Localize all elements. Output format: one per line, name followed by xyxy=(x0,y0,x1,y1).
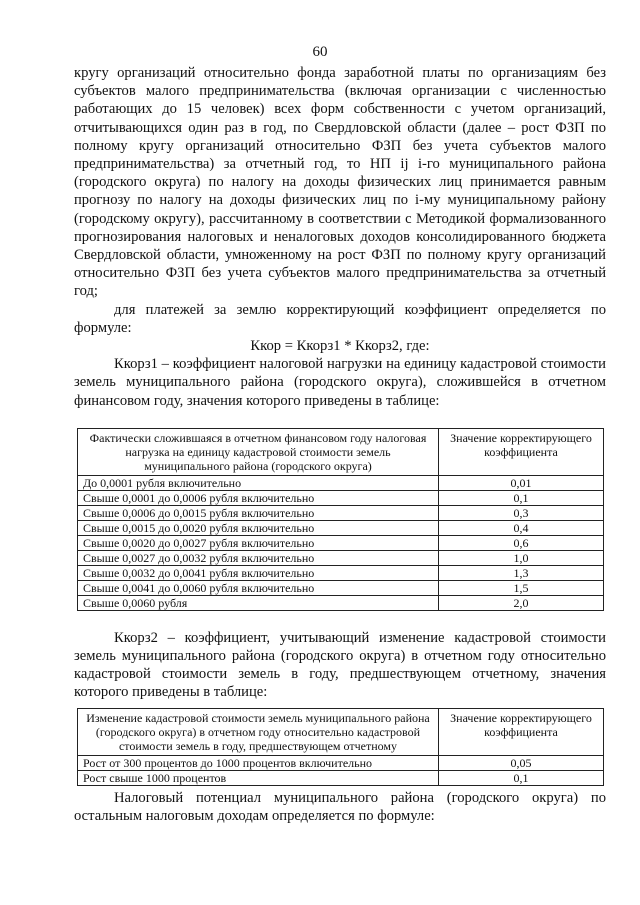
table-cell-range: Свыше 0,0020 до 0,0027 рубля включительно xyxy=(78,535,439,550)
table-cell-value: 0,1 xyxy=(439,490,604,505)
table-cell-value: 0,01 xyxy=(439,475,604,490)
table-cell-range: Свыше 0,0015 до 0,0020 рубля включительно xyxy=(78,520,439,535)
table-row xyxy=(78,770,604,785)
paragraph-kkorz1-definition: Ккорз1 – коэффициент налоговой нагрузки на единицу кадастровой стоимости земель муниципального района (городского округа), сложившейся в отчетном финансовом году, значения которого приведены в таблице: xyxy=(74,356,606,409)
column-header-coefficient: Значение корректирующего коэффициента xyxy=(439,428,604,475)
table-cell-range: Свыше 0,0060 рубля xyxy=(78,595,439,610)
table-cell-range: Свыше 0,0041 до 0,0060 рубля включительно xyxy=(78,580,439,595)
table-cell-range: Рост от 300 процентов до 1000 процентов включительно xyxy=(78,755,439,770)
table-row xyxy=(78,490,604,505)
table-row xyxy=(78,595,604,610)
table-row xyxy=(78,475,604,490)
table-cell-range: Свыше 0,0006 до 0,0015 рубля включительно xyxy=(78,505,439,520)
table-row xyxy=(78,580,604,595)
formula-kkor: Ккор = Ккорз1 * Ккорз2, где: xyxy=(250,338,430,355)
table-header-row xyxy=(78,708,604,755)
column-header-tax-burden: Фактически сложившаяся в отчетном финансовом году налоговая нагрузка на единицу кадастровой стоимости земель муниципального района (городского округа) xyxy=(78,428,439,475)
table-cell-value: 0,4 xyxy=(439,520,604,535)
table-row xyxy=(78,505,604,520)
table-cell-value: 0,6 xyxy=(439,535,604,550)
table-cell-range: Свыше 0,0027 до 0,0032 рубля включительно xyxy=(78,550,439,565)
table-row xyxy=(78,550,604,565)
table-cell-range: Рост свыше 1000 процентов xyxy=(78,770,439,785)
document-body xyxy=(74,64,606,825)
table-cell-value: 1,3 xyxy=(439,565,604,580)
column-header-cadastral-change: Изменение кадастровой стоимости земель муниципального района (городского округа) в отчетном году относительно кадастровой стоимости земель в году, предшествующем отчетному xyxy=(78,708,439,755)
paragraph-kkorz2-definition: Ккорз2 – коэффициент, учитывающий изменение кадастровой стоимости земель муниципального района (городского округа) в отчетном году относительно кадастровой стоимости земель в году, предшествующем отчетному, значения которого приведены в таблице: xyxy=(74,629,606,701)
table-cell-value: 0,1 xyxy=(439,770,604,785)
column-header-coefficient: Значение корректирующего коэффициента xyxy=(439,708,604,755)
table-row xyxy=(78,565,604,580)
table-cadastral-change-coefficients xyxy=(77,708,604,786)
table-cell-range: Свыше 0,0001 до 0,0006 рубля включительно xyxy=(78,490,439,505)
table-cell-value: 0,3 xyxy=(439,505,604,520)
table-cell-value: 1,0 xyxy=(439,550,604,565)
paragraph-land-payments: для платежей за землю корректирующий коэффициент определяется по формуле: xyxy=(74,301,606,336)
table-cell-range: До 0,0001 рубля включительно xyxy=(78,475,439,490)
page-number: 60 xyxy=(312,44,328,60)
table-cell-value: 0,05 xyxy=(439,755,604,770)
table-row xyxy=(78,755,604,770)
table-cell-value: 2,0 xyxy=(439,595,604,610)
table-cell-value: 1,5 xyxy=(439,580,604,595)
table-cell-range: Свыше 0,0032 до 0,0041 рубля включительно xyxy=(78,565,439,580)
table-header-row xyxy=(78,428,604,475)
table-tax-burden-coefficients xyxy=(77,428,604,611)
table-row xyxy=(78,535,604,550)
table-row xyxy=(78,520,604,535)
paragraph-other-tax-revenues: Налоговый потенциал муниципального района (городского округа) по остальным налоговым доходам определяется по формуле: xyxy=(74,789,606,824)
paragraph-ndfl-continuation: кругу организаций относительно фонда заработной платы по организациям без субъектов малого предпринимательства (включая организации с численностью работающих до 15 человек) всех форм собственности с учетом организаций, отчитывающихся один раз в год, по Свердловской области (далее – рост ФЗП по полному кругу организаций относительно ФЗП без учета субъектов малого предпринимательства) за отчетный год, то НП ij i-го муниципального района (городского округа) по налогу на доходы физических лиц принимается равным прогнозу по налогу на доходы физических лиц по i-му муниципальному району (городскому округу), рассчитанному в соответствии с Методикой формализованного прогнозирования налоговых и неналоговых доходов консолидированного бюджета Свердловской области, умноженному на рост ФЗП по полному кругу организаций относительно ФЗП без учета субъектов малого предпринимательства за отчетный год; xyxy=(74,65,606,300)
